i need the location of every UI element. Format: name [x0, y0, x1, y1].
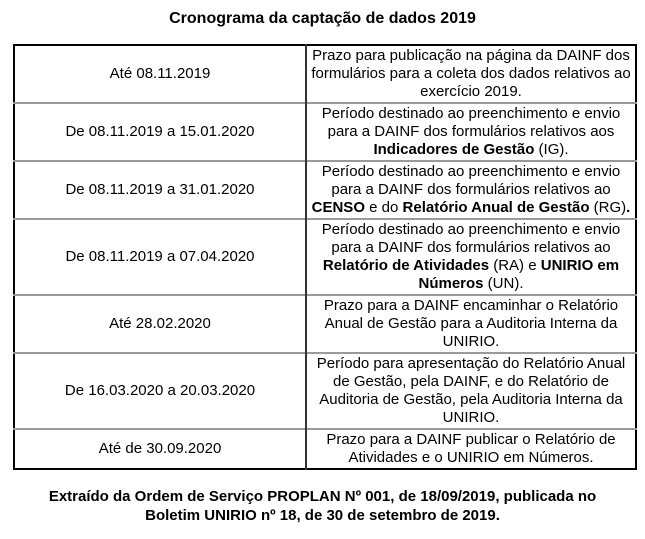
- description-segment: Período para apresentação do Relatório Anual de Gestão, pela DAINF, e do Relatório de Auditoria de Gestão, pela Auditoria Interna da UNIRIO.: [316, 355, 626, 426]
- schedule-table: [13, 44, 637, 470]
- description-segment: (IG).: [534, 141, 569, 158]
- source-note: Extraído da Ordem de Serviço PROPLAN Nº 001, de 18/09/2019, publicada no Boletim UNIRIO nº 18, de 30 de setembro de 2019.: [48, 488, 597, 524]
- period-cell: Até de 30.09.2020: [14, 429, 306, 469]
- period-cell: De 08.11.2019 a 15.01.2020: [14, 103, 306, 161]
- table-row: [14, 353, 636, 429]
- description-cell: [306, 103, 636, 161]
- schedule-table-body: [14, 45, 636, 469]
- description-cell: [306, 429, 636, 469]
- table-row: [14, 103, 636, 161]
- description-bold-segment: Relatório Anual de Gestão: [402, 199, 590, 216]
- description-bold-segment: .: [626, 199, 631, 216]
- period-cell: De 08.11.2019 a 07.04.2020: [14, 219, 306, 295]
- description-bold-segment: UNIRIO em Números: [418, 257, 620, 292]
- description-segment: (RA) e: [489, 257, 541, 274]
- description-cell: [306, 161, 636, 219]
- description-segment: Período destinado ao preenchimento e envio para a DAINF dos formulários relativos ao: [321, 221, 621, 256]
- description-segment: Período destinado ao preenchimento e envio para a DAINF dos formulários relativos ao: [321, 163, 621, 198]
- period-cell: Até 28.02.2020: [14, 295, 306, 353]
- description-cell: [306, 45, 636, 103]
- description-bold-segment: Indicadores de Gestão: [373, 141, 535, 158]
- description-cell: [306, 295, 636, 353]
- table-row: [14, 429, 636, 469]
- description-segment: e do: [364, 199, 403, 216]
- description-segment: Prazo para a DAINF publicar o Relatório de Atividades e o UNIRIO em Números.: [326, 431, 616, 466]
- description-segment: Período destinado ao preenchimento e envio para a DAINF dos formulários relativos aos: [321, 105, 621, 140]
- table-row: [14, 295, 636, 353]
- description-segment: (UN).: [483, 275, 524, 292]
- period-cell: Até 08.11.2019: [14, 45, 306, 103]
- period-cell: De 08.11.2019 a 31.01.2020: [14, 161, 306, 219]
- description-cell: [306, 219, 636, 295]
- description-segment: Prazo para publicação na página da DAINF dos formulários para a coleta dos dados relativos ao exercício 2019.: [311, 47, 631, 100]
- description-segment: (RG): [589, 199, 627, 216]
- description-bold-segment: CENSO: [311, 199, 365, 216]
- period-cell: De 16.03.2020 a 20.03.2020: [14, 353, 306, 429]
- description-segment: Prazo para a DAINF encaminhar o Relatório Anual de Gestão para a Auditoria Interna da UNIRIO.: [323, 297, 619, 350]
- table-row: [14, 45, 636, 103]
- page-title: Cronograma da captação de dados 2019: [169, 10, 476, 27]
- table-row: [14, 219, 636, 295]
- description-bold-segment: Relatório de Atividades: [322, 257, 490, 274]
- table-row: [14, 161, 636, 219]
- description-cell: [306, 353, 636, 429]
